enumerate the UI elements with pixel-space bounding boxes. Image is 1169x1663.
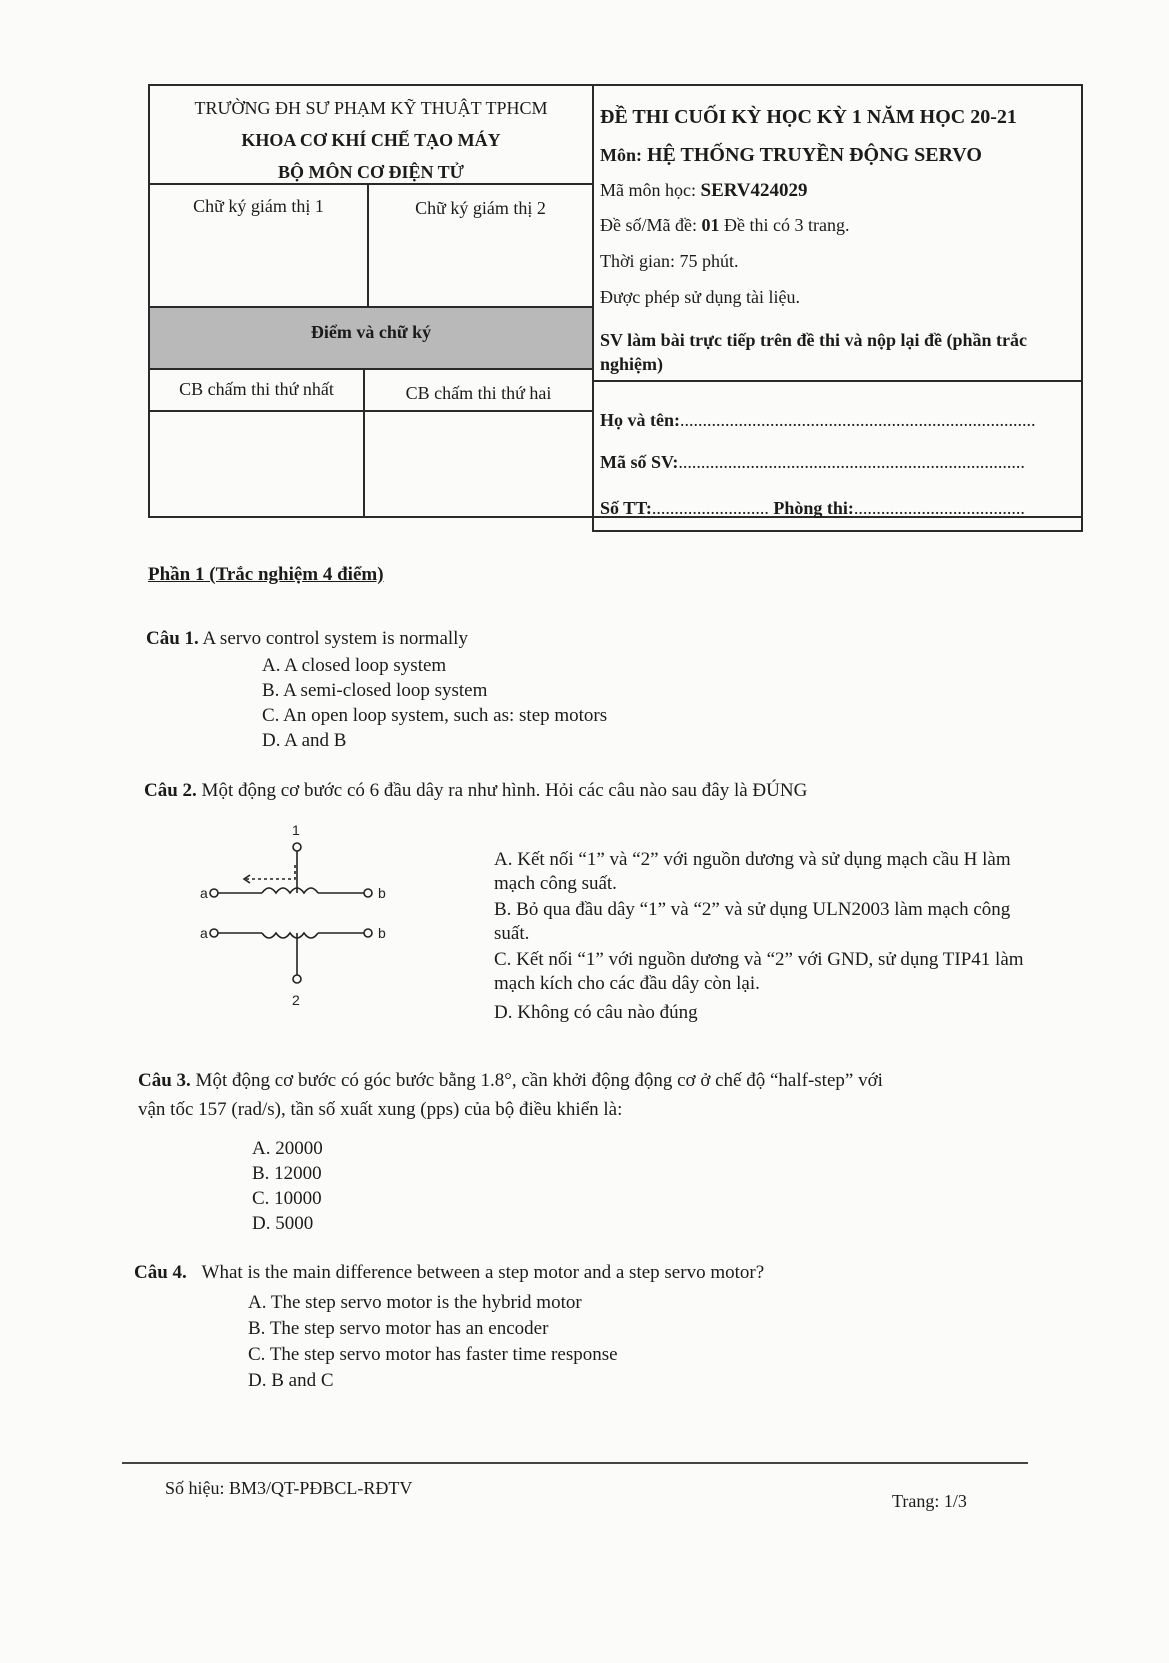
q4-option-c[interactable]: C. The step servo motor has faster time response: [248, 1344, 618, 1365]
score-signature-label: Điểm và chữ ký: [310, 322, 432, 342]
subject-line: [600, 144, 982, 167]
q1-option-d[interactable]: D. A and B: [262, 730, 347, 751]
exam-number-line: [600, 215, 849, 236]
course-code-label: Mã môn học:: [600, 180, 696, 200]
coil-b-top-label: b: [378, 885, 386, 901]
seq-dots: ..........................: [651, 498, 769, 518]
room-dots: ......................................: [853, 498, 1025, 518]
department-name: BỘ MÔN CƠ ĐIỆN TỬ: [277, 162, 464, 182]
question-1-label: Câu 1.: [146, 628, 199, 649]
exam-time-label: Thời gian:: [600, 251, 676, 271]
q4-option-b[interactable]: B. The step servo motor has an encoder: [248, 1318, 549, 1339]
coil-a-bottom-label: a: [200, 925, 208, 941]
q4-option-d[interactable]: D. B and C: [248, 1370, 334, 1391]
proctor2-label: Chữ ký giám thị 2: [415, 198, 546, 218]
course-code: SERV424029: [700, 180, 808, 201]
q2-option-d[interactable]: D. Không có câu nào đúng: [494, 1002, 698, 1023]
question-3: [138, 1070, 883, 1092]
page-number: Trang: 1/3: [892, 1491, 967, 1511]
proctor1-label: Chữ ký giám thị 1: [193, 196, 324, 216]
submission-instruction: SV làm bài trực tiếp trên đề thi và nộp lại đề (phần trắc nghiệm): [600, 330, 1027, 374]
bottom-coil: [262, 933, 318, 938]
seq-room-field[interactable]: [600, 498, 1025, 519]
q4-option-a[interactable]: A. The step servo motor is the hybrid motor: [248, 1292, 582, 1313]
q2-option-b[interactable]: B. Bỏ qua đầu dây “1” và “2” và sử dụng ULN2003 làm mạch công suất.: [494, 899, 1011, 944]
faculty-name: KHOA CƠ KHÍ CHẾ TẠO MÁY: [241, 130, 501, 150]
question-3-text-line2: vận tốc 157 (rad/s), tần số xuất xung (pps) của bộ điều khiển là:: [138, 1099, 623, 1120]
exam-pages: Đề thi có 3 trang.: [723, 215, 850, 235]
subject-name: HỆ THỐNG TRUYỀN ĐỘNG SERVO: [647, 144, 982, 166]
grader2-label: CB chấm thi thứ hai: [405, 383, 552, 403]
materials-note: Được phép sử dụng tài liệu.: [600, 287, 800, 307]
question-3-label: Câu 3.: [138, 1070, 191, 1091]
terminal-2-circle: [293, 975, 301, 983]
question-4-text: What is the main difference between a step motor and a step servo motor?: [201, 1262, 765, 1283]
exam-number-label: Đề số/Mã đề:: [600, 215, 697, 235]
top-coil: [262, 888, 318, 893]
question-2: [144, 780, 807, 802]
grader1-label: CB chấm thi thứ nhất: [179, 379, 334, 399]
question-3-text-line1: Một động cơ bước có góc bước bằng 1.8°, cần khởi động động cơ ở chế độ “half-step” với: [195, 1070, 883, 1091]
question-4: [134, 1262, 764, 1284]
student-id-field[interactable]: [600, 452, 1025, 473]
student-name-label: Họ và tên:: [600, 410, 680, 430]
footer-divider: [122, 1462, 1028, 1464]
exam-time-line: [600, 251, 739, 272]
q3-option-d[interactable]: D. 5000: [252, 1213, 314, 1234]
exam-time: 75 phút.: [679, 251, 739, 271]
seq-label: Số TT:: [600, 498, 652, 518]
q1-option-b[interactable]: B. A semi-closed loop system: [262, 680, 488, 701]
exam-number: 01: [701, 215, 720, 235]
q3-option-a[interactable]: A. 20000: [252, 1138, 323, 1159]
question-2-label: Câu 2.: [144, 780, 197, 801]
q1-option-c[interactable]: C. An open loop system, such as: step motors: [262, 705, 608, 726]
terminal-1-circle: [293, 843, 301, 851]
school-name: TRƯỜNG ĐH SƯ PHẠM KỸ THUẬT TPHCM: [194, 98, 548, 118]
course-code-line: [600, 180, 808, 202]
terminal-2-label: 2: [292, 992, 300, 1008]
room-label: Phòng thi:: [773, 498, 854, 518]
id-dots: .............................................................................: [678, 452, 1025, 472]
terminal-1-label: 1: [292, 822, 300, 838]
stepper-wiring-diagram: [200, 815, 410, 1015]
question-2-text: Một động cơ bước có 6 đầu dây ra như hình. Hỏi các câu nào sau đây là ĐÚNG: [201, 780, 808, 801]
q3-option-c[interactable]: C. 10000: [252, 1188, 322, 1209]
coil-a-top-label: a: [200, 885, 208, 901]
question-1: [146, 628, 468, 650]
q1-option-a[interactable]: A. A closed loop system: [262, 655, 447, 676]
q2-option-c[interactable]: C. Kết nối “1” với nguồn dương và “2” với GND, sử dụng TIP41 làm mạch kích cho các đầu dây còn lại.: [494, 949, 1024, 994]
name-dots: ...............................................................................: [680, 410, 1036, 430]
question-1-text: A servo control system is normally: [202, 628, 468, 649]
document-code: Số hiệu: BM3/QT-PĐBCL-RĐTV: [165, 1478, 413, 1498]
q2-option-a[interactable]: A. Kết nối “1” và “2” với nguồn dương và sử dụng mạch cầu H làm mạch công suất.: [494, 849, 1011, 894]
subject-label: Môn:: [600, 145, 642, 165]
coil-b-bottom-label: b: [378, 925, 386, 941]
student-id-label: Mã số SV:: [600, 452, 679, 472]
student-name-field[interactable]: [600, 410, 1036, 431]
section-title: Phần 1 (Trắc nghiệm 4 điểm): [148, 564, 384, 585]
q3-option-b[interactable]: B. 12000: [252, 1163, 322, 1184]
question-4-label: Câu 4.: [134, 1262, 187, 1283]
exam-title: ĐỀ THI CUỐI KỲ HỌC KỲ 1 NĂM HỌC 20-21: [600, 106, 1017, 128]
